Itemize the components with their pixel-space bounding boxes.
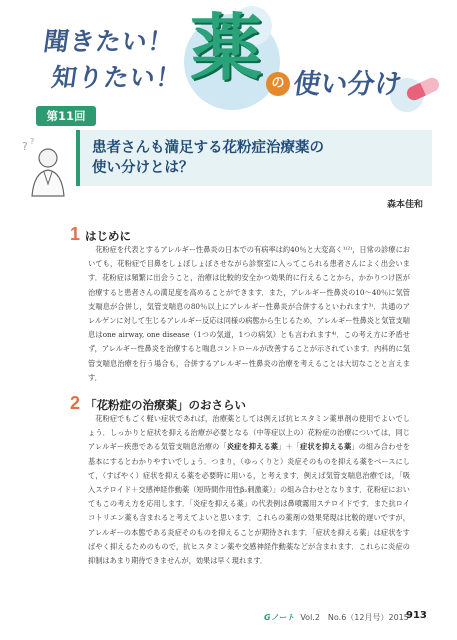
series-title-line1: 聞きたい！ — [41, 27, 176, 56]
section-title: はじめに — [85, 229, 132, 243]
section-number: 2 — [70, 393, 81, 413]
series-title-line2: 知りたい！ — [49, 63, 184, 92]
article-title-box — [76, 130, 432, 186]
author-name: 森本佳和 — [386, 200, 423, 210]
journal-brand: Gノート — [264, 613, 295, 622]
series-title-tail: 使い分け — [291, 69, 404, 100]
journal-issue: Vol.2 No.6（12月号）2015 — [300, 613, 409, 622]
paragraph: 花粉症を代表とするアレルギー性鼻炎の日本での有病率は約40％と大変高く¹⁾²⁾，日常の診療においても，花粉症で目鼻をしょぼしょぼさせながら診察室に入ってこられる患者さんによく出会います．花粉症は頻繁に出会うこと，治療は比較的安全かつ効果的に行えることから，かかりつけ医が治療すると患者さんの満足度を高めることができます．また，アレルギー性鼻炎の10～40％に気管支喘息が合併し，気管支喘息の80％以上にアレルギー性鼻炎が合併するといわれます³⁾．共通のアレルゲンに対して生じるアレルギー反応は同様の病態から生じるため，アレルギー性鼻炎と気管支喘息はone airway, one disease（1つの気道，1つの病気）とも言われます⁴⁾．この考え方に矛盾せず，アレルギー性鼻炎を治療すると喘息コントロールが改善することが示されています．内科的に気管支喘息治療を行う場合も，合併するアレルギー性鼻炎の治療を考えることは大切なことと言えます． — [88, 245, 410, 382]
section-number: 1 — [70, 224, 81, 244]
section-heading — [70, 224, 131, 245]
page-number: 913 — [406, 610, 427, 621]
text-run: 」の組み合わせを基本にするとわかりやすいでしょう．つまり，（ゆっくりと）炎症そのものを抑える薬をベースにして，（すばやく）症状を抑える薬を必要時に用いる，と考えます．例えば気管支喘息治療では，「吸入ステロイド＋交感神経作動薬（短時間作用性β₂刺激薬）」の組み合わせとなります．花粉症においてもこの考え方を応用します．「炎症を抑える薬」の代表例は鼻噴霧用ステロイドです．また抗ロイコトリエン薬も含まれると考えてよいと思います．これらの薬剤の効果発現は比較的遅いですが，アレルギーの本態である炎症そのものを抑えることが期待されます．「症状を抑える薬」は症状をすばやく抑えるためのもので，抗ヒスタミン薬や交感神経作動薬などが含まれます．これらに炎症の抑制はあまり期待できませんが，効果は早く現れます． — [88, 442, 410, 566]
text-run: 花粉症でもごく軽い症状であれば，治療薬としては例えば抗ヒスタミン薬単剤の使用でよいでしょう．しっかりと症状を抑える治療が必要となる（中等症以上の）花粉症の治療については，同じアレルギー疾患である気管支喘息治療の「 — [88, 414, 410, 452]
episode-badge: 第11回 — [36, 106, 96, 126]
journal-info — [264, 612, 409, 623]
section-title: 「花粉症の治療薬」のおさらい — [85, 398, 247, 412]
svg-text:?: ? — [30, 137, 35, 146]
article-title-line2: 使い分けとは？ — [92, 160, 194, 176]
article-title-line1: 患者さんも満足する花粉症治療薬の — [92, 140, 324, 156]
series-title-kanji: 薬 — [190, 6, 263, 90]
section-body — [88, 412, 410, 568]
section-body — [88, 243, 410, 385]
page-footer — [0, 608, 457, 628]
section-heading — [70, 393, 246, 414]
text-run: 」＋「 — [278, 442, 301, 452]
person-with-question-marks-icon — [20, 136, 70, 198]
highlight-term: 炎症を抑える薬 — [226, 442, 279, 452]
svg-text:?: ? — [22, 140, 28, 153]
series-title-particle: の — [266, 72, 290, 96]
highlight-term: 症状を抑える薬 — [300, 442, 352, 452]
paragraph — [88, 412, 410, 568]
